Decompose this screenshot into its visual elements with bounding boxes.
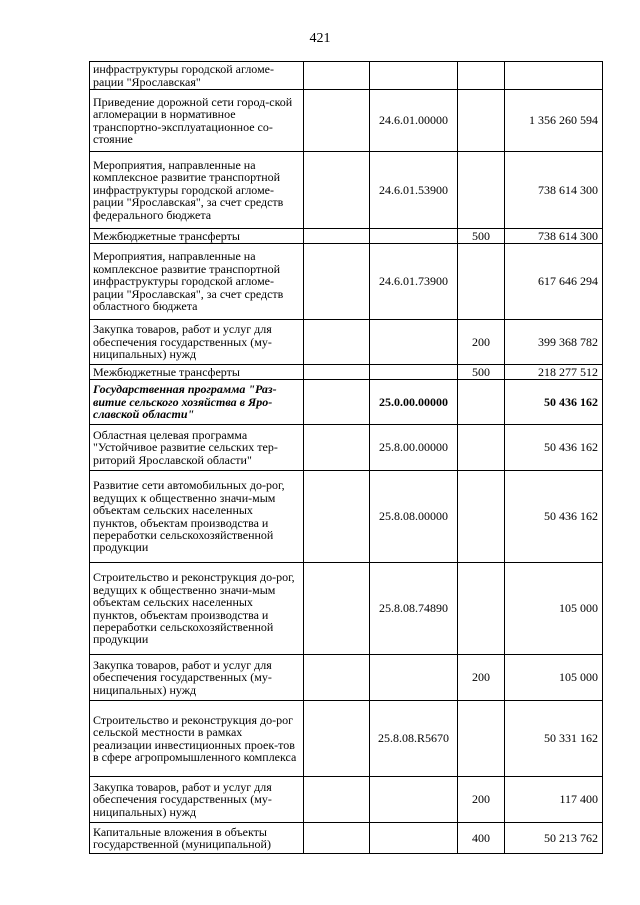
table-row bbox=[90, 701, 603, 777]
table-row bbox=[90, 365, 603, 380]
table-row bbox=[90, 655, 603, 701]
table-row bbox=[90, 90, 603, 152]
row-name: Строительство и реконструкция до-рог сельской местности в рамках реализации инвестиционных проек-тов в сфере агропромышленного комплекса bbox=[90, 701, 304, 777]
row-expense-kind bbox=[458, 152, 505, 229]
table-row bbox=[90, 563, 603, 655]
row-empty-cell bbox=[304, 320, 370, 365]
row-amount bbox=[505, 62, 603, 90]
row-expense-kind bbox=[458, 471, 505, 563]
table-row bbox=[90, 425, 603, 471]
row-expense-kind bbox=[458, 701, 505, 777]
row-code: 24.6.01.53900 bbox=[370, 152, 458, 229]
row-code: 25.8.08.R5670 bbox=[370, 701, 458, 777]
row-expense-kind: 200 bbox=[458, 320, 505, 365]
row-amount: 50 436 162 bbox=[505, 471, 603, 563]
row-code: 25.8.00.00000 bbox=[370, 425, 458, 471]
row-code bbox=[370, 655, 458, 701]
row-code: 24.6.01.73900 bbox=[370, 244, 458, 320]
table-row bbox=[90, 62, 603, 90]
row-expense-kind: 400 bbox=[458, 823, 505, 854]
row-name: Закупка товаров, работ и услуг для обеспечения государственных (му-ниципальных) нужд bbox=[90, 320, 304, 365]
row-empty-cell bbox=[304, 425, 370, 471]
table-row bbox=[90, 229, 603, 244]
row-empty-cell bbox=[304, 563, 370, 655]
row-code bbox=[370, 823, 458, 854]
row-amount: 218 277 512 bbox=[505, 365, 603, 380]
page-number: 421 bbox=[309, 31, 331, 46]
table-row bbox=[90, 152, 603, 229]
row-name: Мероприятия, направленные на комплексное развитие транспортной инфраструктуры городской агломе-рации "Ярославская", за счет средств федерального бюджета bbox=[90, 152, 304, 229]
table-row bbox=[90, 777, 603, 823]
row-code bbox=[370, 62, 458, 90]
budget-table bbox=[89, 61, 603, 854]
row-code bbox=[370, 320, 458, 365]
row-empty-cell bbox=[304, 471, 370, 563]
row-name: Межбюджетные трансферты bbox=[90, 229, 304, 244]
row-name: Закупка товаров, работ и услуг для обеспечения государственных (му-ниципальных) нужд bbox=[90, 777, 304, 823]
row-name: Областная целевая программа "Устойчивое развитие сельских тер-риторий Ярославской области" bbox=[90, 425, 304, 471]
row-name: Мероприятия, направленные на комплексное развитие транспортной инфраструктуры городской агломе-рации "Ярославская", за счет средств областного бюджета bbox=[90, 244, 304, 320]
row-amount: 617 646 294 bbox=[505, 244, 603, 320]
row-empty-cell bbox=[304, 380, 370, 425]
row-expense-kind: 500 bbox=[458, 229, 505, 244]
row-name: Развитие сети автомобильных до-рог, ведущих к общественно значи-мым объектам сельских населенных пунктов, объектам производства и переработки сельскохозяйственной продукции bbox=[90, 471, 304, 563]
row-code: 25.0.00.00000 bbox=[370, 380, 458, 425]
row-empty-cell bbox=[304, 701, 370, 777]
table-row bbox=[90, 244, 603, 320]
row-empty-cell bbox=[304, 229, 370, 244]
row-amount: 399 368 782 bbox=[505, 320, 603, 365]
row-code: 25.8.08.74890 bbox=[370, 563, 458, 655]
row-name: инфраструктуры городской агломе-рации "Ярославская" bbox=[90, 62, 304, 90]
row-expense-kind bbox=[458, 62, 505, 90]
row-empty-cell bbox=[304, 823, 370, 854]
row-code bbox=[370, 777, 458, 823]
row-amount: 50 213 762 bbox=[505, 823, 603, 854]
row-empty-cell bbox=[304, 152, 370, 229]
row-code bbox=[370, 365, 458, 380]
row-amount: 738 614 300 bbox=[505, 229, 603, 244]
row-empty-cell bbox=[304, 244, 370, 320]
row-expense-kind bbox=[458, 380, 505, 425]
row-expense-kind bbox=[458, 425, 505, 471]
row-name: Приведение дорожной сети город-ской агломерации в нормативное транспортно-эксплуатационное со-стояние bbox=[90, 90, 304, 152]
row-expense-kind bbox=[458, 90, 505, 152]
row-expense-kind bbox=[458, 563, 505, 655]
row-amount: 105 000 bbox=[505, 563, 603, 655]
row-empty-cell bbox=[304, 62, 370, 90]
row-expense-kind bbox=[458, 244, 505, 320]
row-code bbox=[370, 229, 458, 244]
row-amount: 50 436 162 bbox=[505, 380, 603, 425]
row-name: Государственная программа "Раз-витие сельского хозяйства в Яро-славской области" bbox=[90, 380, 304, 425]
row-expense-kind: 200 bbox=[458, 777, 505, 823]
table-row bbox=[90, 320, 603, 365]
row-expense-kind: 500 bbox=[458, 365, 505, 380]
row-empty-cell bbox=[304, 655, 370, 701]
row-name: Закупка товаров, работ и услуг для обеспечения государственных (му-ниципальных) нужд bbox=[90, 655, 304, 701]
row-name: Строительство и реконструкция до-рог, ведущих к общественно значи-мым объектам сельских населенных пунктов, объектам производства и переработки сельскохозяйственной продукции bbox=[90, 563, 304, 655]
row-amount: 50 331 162 bbox=[505, 701, 603, 777]
row-amount: 117 400 bbox=[505, 777, 603, 823]
row-code: 25.8.08.00000 bbox=[370, 471, 458, 563]
row-amount: 50 436 162 bbox=[505, 425, 603, 471]
table-row bbox=[90, 471, 603, 563]
row-code: 24.6.01.00000 bbox=[370, 90, 458, 152]
table-row bbox=[90, 823, 603, 854]
row-empty-cell bbox=[304, 365, 370, 380]
row-amount: 1 356 260 594 bbox=[505, 90, 603, 152]
row-name: Межбюджетные трансферты bbox=[90, 365, 304, 380]
row-empty-cell bbox=[304, 777, 370, 823]
row-amount: 105 000 bbox=[505, 655, 603, 701]
row-expense-kind: 200 bbox=[458, 655, 505, 701]
table-row-program bbox=[90, 380, 603, 425]
row-amount: 738 614 300 bbox=[505, 152, 603, 229]
row-name: Капитальные вложения в объекты государственной (муниципальной) bbox=[90, 823, 304, 854]
row-empty-cell bbox=[304, 90, 370, 152]
